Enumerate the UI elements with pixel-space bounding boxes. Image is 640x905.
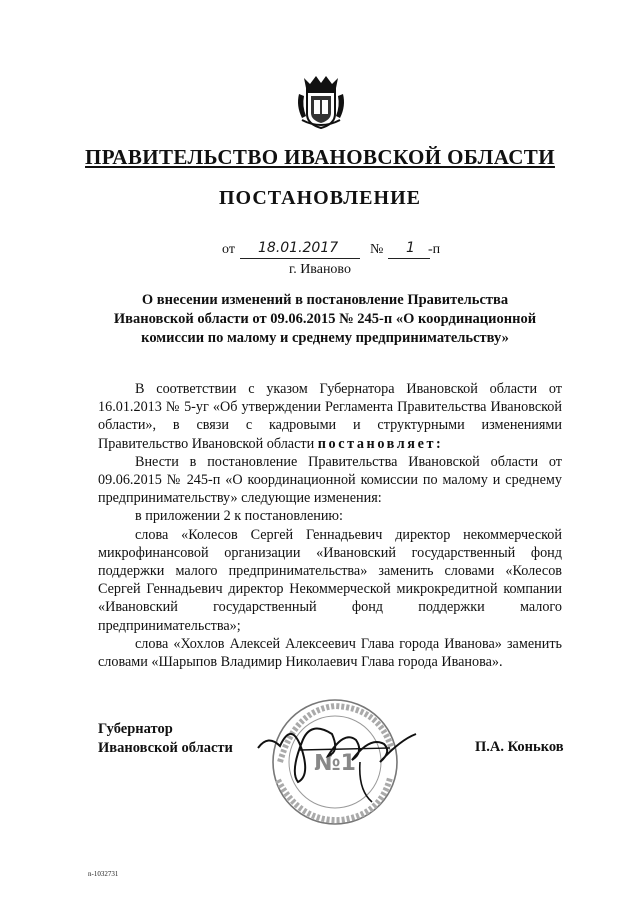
body-paragraph: Внести в постановление Правительства Ивановской области от 09.06.2015 № 245-п «О координационной комиссии по малому и среднему предпринимательству» следующие изменения: [98,453,562,507]
body-paragraph: слова «Хохлов Алексей Алексеевич Глава города Иванова» заменить словами «Шарыпов Владимир Николаевич Глава города Иванова». [98,635,562,671]
svg-text:№1: №1 [314,751,356,776]
number-sign: № [370,242,384,257]
document-type: ПОСТАНОВЛЕНИЕ [219,187,421,209]
organization-title: ПРАВИТЕЛЬСТВО ИВАНОВСКОЙ ОБЛАСТИ [85,145,555,169]
signer-name: П.А. Коньков [475,739,564,755]
document-heading: О внесении изменений в постановление Правительства Ивановской области от 09.06.2015 № 245-п «О координационной комиссии по малому и среднему предпринимательству» [113,292,537,346]
number-suffix: -п [428,242,441,257]
signer-title-line: Губернатор [98,721,173,737]
body-paragraph [98,380,562,453]
resolution-keyword: постановляет: [317,435,444,452]
signer-title-line: Ивановской области [98,740,233,756]
signer-title [98,720,233,758]
paragraph-text: В соответствии с указом Губернатора Ивановской области от 16.01.2013 № 5-уг «Об утверждении Регламента Правительства Ивановской области», в связи с кадровыми и структурными изменениями Правительство Ивановской области [98,381,562,452]
number-underline [388,258,430,259]
document-number: 1 [406,240,415,256]
coat-of-arms-icon [296,72,346,130]
date-value: 18.01.2017 [258,240,339,256]
body-paragraph: слова «Колесов Сергей Геннадьевич директор некоммерческой микрофинансовой организации «Ивановский государственный фонд поддержки малого предпринимательства» заменить словами «Колесов Сергей Геннадьевич директор Некоммерческой микрокредитной компании «Ивановский государственный фонд поддержки малого предпринимательства»; [98,526,562,634]
date-underline [240,258,360,259]
date-prefix: от [222,242,235,257]
body-paragraph: в приложении 2 к постановлению: [135,508,343,525]
signature-icon [240,690,430,840]
document-body [98,380,562,671]
footer-code: n-1032731 [88,870,119,878]
date-number-line [218,240,478,260]
city: г. Иваново [289,262,351,277]
